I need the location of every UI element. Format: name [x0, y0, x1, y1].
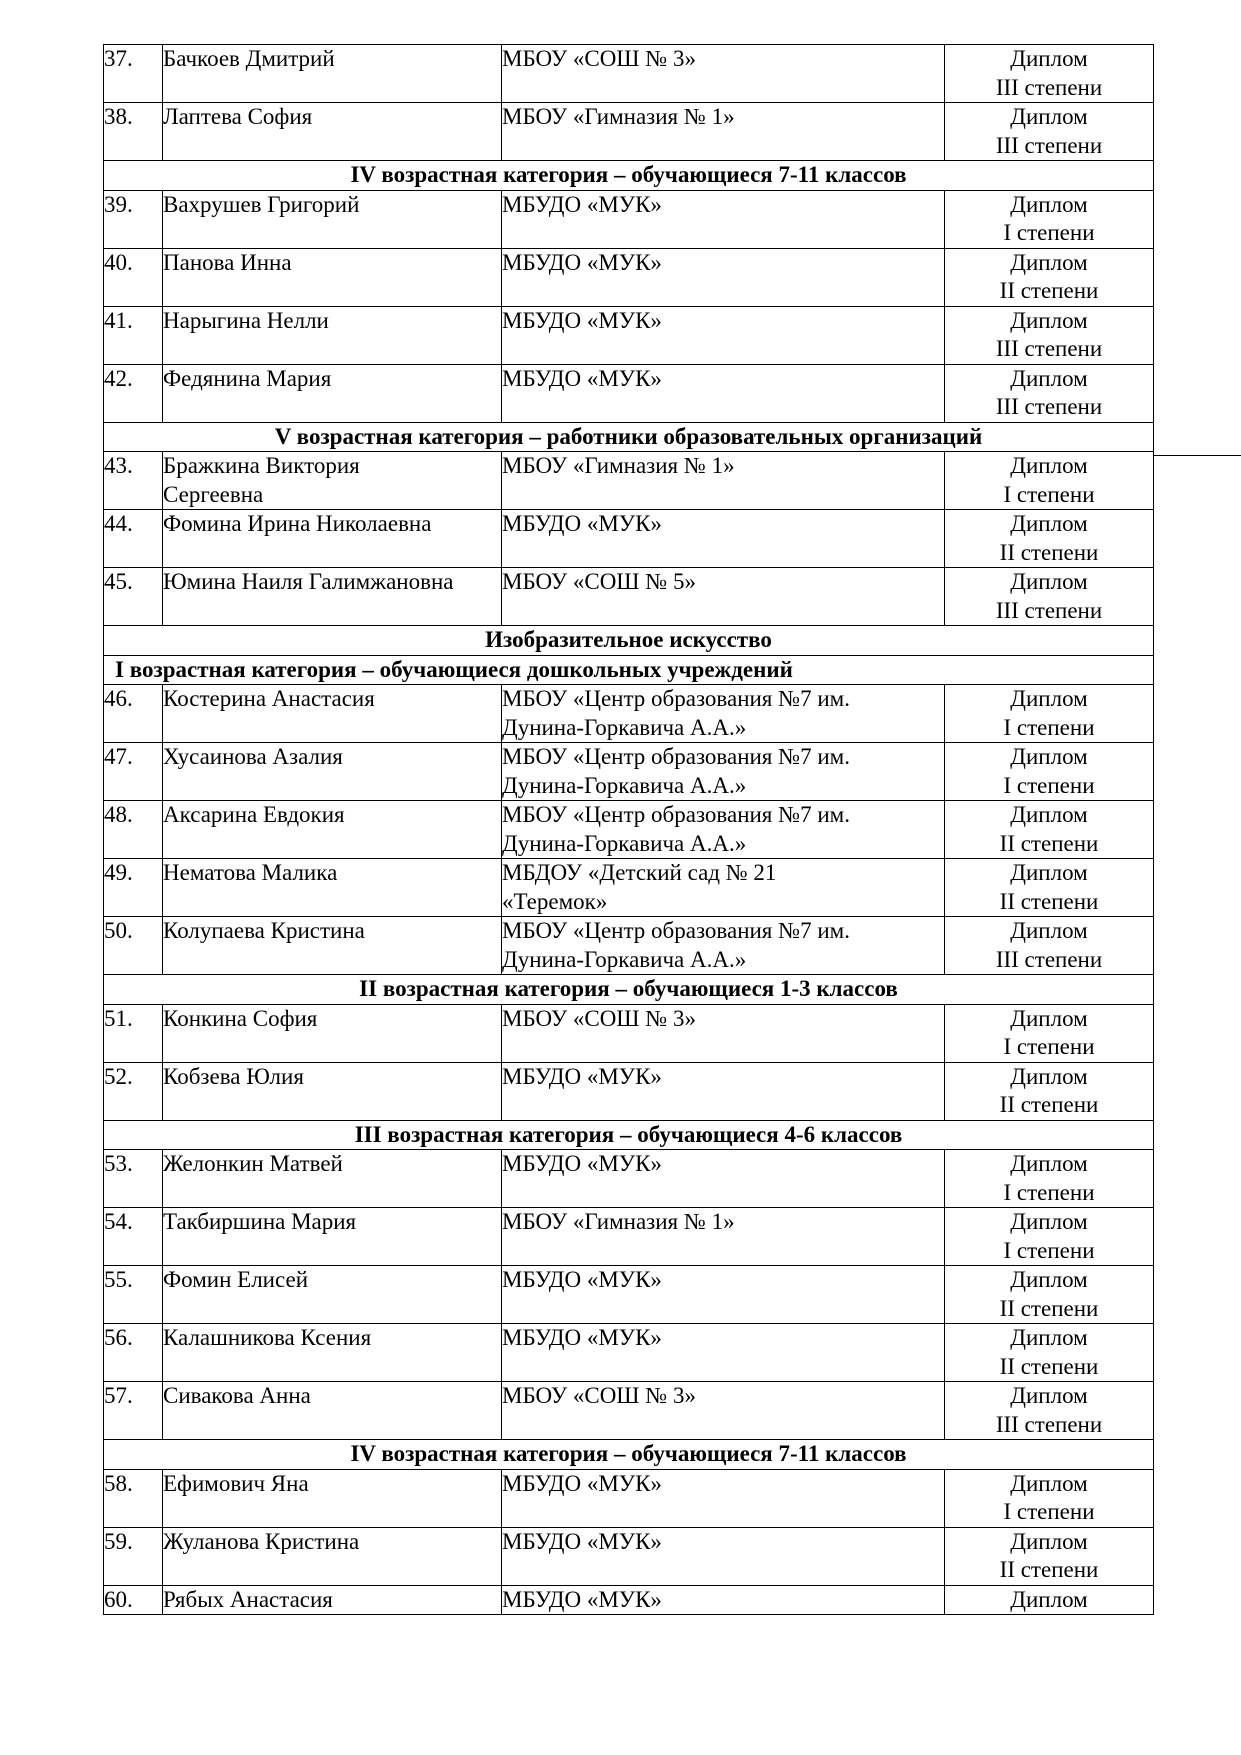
organization: МБОУ «СОШ № 3»	[502, 1004, 945, 1062]
award-line: Диплом	[1010, 1151, 1088, 1176]
table-row	[104, 248, 1154, 306]
award	[945, 1004, 1154, 1062]
table-row	[104, 801, 1154, 859]
table-row	[104, 1527, 1154, 1585]
participant-name: Жуланова Кристина	[163, 1527, 502, 1585]
row-number: 53.	[104, 1150, 163, 1208]
award-line: III степени	[995, 946, 1103, 972]
table-row	[104, 568, 1154, 626]
award-line: II степени	[999, 1295, 1099, 1321]
section-title: I возрастная категория – обучающиеся дошкольных учреждений	[104, 655, 1154, 685]
table-border-extension	[1153, 455, 1241, 456]
participant-name: Калашникова Ксения	[163, 1324, 502, 1382]
award-line: III степени	[995, 336, 1103, 361]
award-line: I степени	[1003, 1237, 1095, 1263]
award	[945, 1469, 1154, 1527]
award	[945, 452, 1154, 510]
row-number: 46.	[104, 685, 163, 743]
participant-name: Панова Инна	[163, 248, 502, 306]
table-row	[104, 1266, 1154, 1324]
table-row	[104, 1062, 1154, 1120]
row-number: 47.	[104, 743, 163, 801]
row-number: 39.	[104, 190, 163, 248]
award-line: Диплом	[1010, 1063, 1088, 1089]
table-row	[104, 45, 1154, 103]
award-line: III степени	[995, 74, 1103, 100]
organization-line: Дунина-Горкавича А.А.»	[502, 714, 747, 740]
organization: МБОУ «СОШ № 3»	[502, 1382, 945, 1440]
award-line: III степени	[995, 394, 1103, 419]
organization	[502, 743, 945, 801]
award	[945, 859, 1154, 917]
organization: МБУДО «МУК»	[502, 364, 945, 422]
row-number: 55.	[104, 1266, 163, 1324]
award-line: II степени	[999, 539, 1099, 565]
table-row	[104, 103, 1154, 161]
organization-line: МБОУ «Центр образования №7 им.	[502, 918, 850, 943]
award	[945, 1208, 1154, 1266]
award	[945, 801, 1154, 859]
row-number: 43.	[104, 452, 163, 510]
award-line: Диплом	[1010, 686, 1088, 711]
award	[945, 190, 1154, 248]
award	[945, 743, 1154, 801]
organization	[502, 801, 945, 859]
participant-name: Сивакова Анна	[163, 1382, 502, 1440]
table-row	[104, 685, 1154, 743]
participant-name: Колупаева Кристина	[163, 917, 502, 975]
award-line: Диплом	[1010, 307, 1088, 333]
organization: МБОУ «СОШ № 5»	[502, 568, 945, 626]
row-number: 44.	[104, 510, 163, 568]
table-row	[104, 1324, 1154, 1382]
organization-line: МБОУ «Центр образования №7 им.	[502, 802, 850, 827]
row-number: 60.	[104, 1585, 163, 1615]
award	[945, 1585, 1154, 1615]
organization: МБУДО «МУК»	[502, 190, 945, 248]
participant-name: Бачкоев Дмитрий	[163, 45, 502, 103]
award	[945, 103, 1154, 161]
row-number: 58.	[104, 1469, 163, 1527]
organization-line: Дунина-Горкавича А.А.»	[502, 946, 747, 972]
award	[945, 685, 1154, 743]
award	[945, 306, 1154, 364]
table-row	[104, 1208, 1154, 1266]
row-number: 48.	[104, 801, 163, 859]
row-number: 56.	[104, 1324, 163, 1382]
participant-name: Кобзева Юлия	[163, 1062, 502, 1120]
award	[945, 248, 1154, 306]
organization	[502, 685, 945, 743]
organization: МБУДО «МУК»	[502, 1150, 945, 1208]
row-number: 49.	[104, 859, 163, 917]
award-line: Диплом	[1010, 1005, 1088, 1031]
row-number: 59.	[104, 1527, 163, 1585]
award-line: II степени	[999, 278, 1099, 303]
award-line: II степени	[999, 830, 1099, 856]
award-line: Диплом	[1010, 569, 1088, 594]
results-table	[103, 44, 1154, 1615]
participant-name: Фомина Ирина Николаевна	[163, 510, 502, 568]
table-row	[104, 859, 1154, 917]
row-number: 57.	[104, 1382, 163, 1440]
organization	[502, 917, 945, 975]
organization: МБУДО «МУК»	[502, 1469, 945, 1527]
section-title: III возрастная категория – обучающиеся 4-6 классов	[104, 1120, 1154, 1150]
section-title: II возрастная категория – обучающиеся 1-3 классов	[104, 975, 1154, 1005]
award-line: Диплом	[1010, 249, 1088, 275]
award	[945, 510, 1154, 568]
section-header-row	[104, 422, 1154, 452]
award-line: II степени	[999, 1557, 1099, 1582]
award	[945, 568, 1154, 626]
award-line: I степени	[1003, 1034, 1095, 1059]
row-number: 50.	[104, 917, 163, 975]
organization: МБУДО «МУК»	[502, 1062, 945, 1120]
row-number: 41.	[104, 306, 163, 364]
table-row	[104, 364, 1154, 422]
award	[945, 1150, 1154, 1208]
award-line: II степени	[999, 888, 1099, 914]
award-line: II степени	[999, 1092, 1099, 1117]
award-line: III степени	[995, 132, 1103, 158]
section-title: Изобразительное искусство	[104, 626, 1154, 656]
table-row	[104, 1585, 1154, 1615]
section-header-row	[104, 655, 1154, 685]
section-title: V возрастная категория – работники образовательных организаций	[104, 422, 1154, 452]
award	[945, 1527, 1154, 1585]
award-line: Диплом	[1010, 1528, 1088, 1554]
award	[945, 917, 1154, 975]
participant-name: Желонкин Матвей	[163, 1150, 502, 1208]
award-line: Диплом	[1010, 1383, 1088, 1408]
participant-name: Хусаинова Азалия	[163, 743, 502, 801]
award-line: Диплом	[1010, 1267, 1088, 1292]
table-row	[104, 1469, 1154, 1527]
award-line: II степени	[999, 1353, 1099, 1379]
participant-name: Лаптева София	[163, 103, 502, 161]
award-line: Диплом	[1010, 46, 1088, 71]
award-line: I степени	[1003, 220, 1095, 245]
table-row	[104, 190, 1154, 248]
section-header-row	[104, 1440, 1154, 1470]
award-line: I степени	[1003, 481, 1095, 507]
table-row	[104, 1382, 1154, 1440]
participant-name-line: Сергеевна	[163, 481, 264, 507]
participant-name: Конкина София	[163, 1004, 502, 1062]
award-line: Диплом	[1010, 1325, 1088, 1350]
row-number: 40.	[104, 248, 163, 306]
table-row	[104, 452, 1154, 510]
section-header-row	[104, 161, 1154, 191]
organization: МБОУ «Гимназия № 1»	[502, 1208, 945, 1266]
section-header-row	[104, 626, 1154, 656]
award-line: Диплом	[1010, 918, 1088, 943]
award	[945, 1324, 1154, 1382]
organization	[502, 859, 945, 917]
section-title: IV возрастная категория – обучающиеся 7-11 классов	[104, 1440, 1154, 1470]
table-row	[104, 743, 1154, 801]
table-row	[104, 1004, 1154, 1062]
participant-name: Юмина Наиля Галимжановна	[163, 568, 502, 626]
participant-name-line: Бражкина Виктория	[163, 453, 360, 478]
participant-name: Вахрушев Григорий	[163, 190, 502, 248]
organization: МБОУ «Гимназия № 1»	[502, 103, 945, 161]
award-line: III степени	[995, 597, 1103, 623]
organization: МБУДО «МУК»	[502, 1266, 945, 1324]
participant-name: Нематова Малика	[163, 859, 502, 917]
organization: МБУДО «МУК»	[502, 510, 945, 568]
results-table-body	[104, 45, 1154, 1615]
table-row	[104, 510, 1154, 568]
organization: МБОУ «Гимназия № 1»	[502, 452, 945, 510]
section-title: IV возрастная категория – обучающиеся 7-11 классов	[104, 161, 1154, 191]
participant-name: Нарыгина Нелли	[163, 306, 502, 364]
award-line: Диплом	[1010, 744, 1088, 769]
row-number: 45.	[104, 568, 163, 626]
award-line: Диплом	[1010, 104, 1088, 129]
row-number: 42.	[104, 364, 163, 422]
organization: МБУДО «МУК»	[502, 1585, 945, 1615]
organization: МБОУ «СОШ № 3»	[502, 45, 945, 103]
award-line: Диплом	[1010, 1586, 1088, 1612]
participant-name: Костерина Анастасия	[163, 685, 502, 743]
award-line: Диплом	[1010, 1470, 1088, 1496]
award	[945, 1382, 1154, 1440]
award	[945, 1266, 1154, 1324]
award-line: Диплом	[1010, 365, 1088, 391]
organization: МБУДО «МУК»	[502, 248, 945, 306]
table-row	[104, 306, 1154, 364]
award-line: Диплом	[1010, 1209, 1088, 1234]
participant-name: Федянина Мария	[163, 364, 502, 422]
award-line: I степени	[1003, 714, 1095, 740]
organization-line: МБДОУ «Детский сад № 21	[502, 860, 777, 885]
organization-line: МБОУ «Центр образования №7 им.	[502, 744, 850, 769]
organization-line: Дунина-Горкавича А.А.»	[502, 772, 747, 798]
row-number: 37.	[104, 45, 163, 103]
participant-name: Ефимович Яна	[163, 1469, 502, 1527]
section-header-row	[104, 975, 1154, 1005]
award-line: I степени	[1003, 1179, 1095, 1205]
award	[945, 364, 1154, 422]
award-line: Диплом	[1010, 802, 1088, 827]
award-line: Диплом	[1010, 453, 1088, 478]
award-line: Диплом	[1010, 860, 1088, 885]
organization-line: «Теремок»	[502, 888, 608, 914]
row-number: 52.	[104, 1062, 163, 1120]
participant-name: Фомин Елисей	[163, 1266, 502, 1324]
row-number: 54.	[104, 1208, 163, 1266]
table-row	[104, 1150, 1154, 1208]
award-line: III степени	[995, 1411, 1103, 1437]
organization: МБУДО «МУК»	[502, 306, 945, 364]
participant-name	[163, 452, 502, 510]
participant-name: Рябых Анастасия	[163, 1585, 502, 1615]
award-line: Диплом	[1010, 191, 1088, 217]
organization-line: МБОУ «Центр образования №7 им.	[502, 686, 850, 711]
section-header-row	[104, 1120, 1154, 1150]
participant-name: Аксарина Евдокия	[163, 801, 502, 859]
organization: МБУДО «МУК»	[502, 1324, 945, 1382]
table-row	[104, 917, 1154, 975]
award-line: Диплом	[1010, 511, 1088, 536]
award	[945, 1062, 1154, 1120]
award-line: I степени	[1003, 772, 1095, 798]
award-line: I степени	[1003, 1499, 1095, 1524]
organization-line: Дунина-Горкавича А.А.»	[502, 830, 747, 856]
row-number: 51.	[104, 1004, 163, 1062]
award	[945, 45, 1154, 103]
row-number: 38.	[104, 103, 163, 161]
participant-name: Такбиршина Мария	[163, 1208, 502, 1266]
organization: МБУДО «МУК»	[502, 1527, 945, 1585]
